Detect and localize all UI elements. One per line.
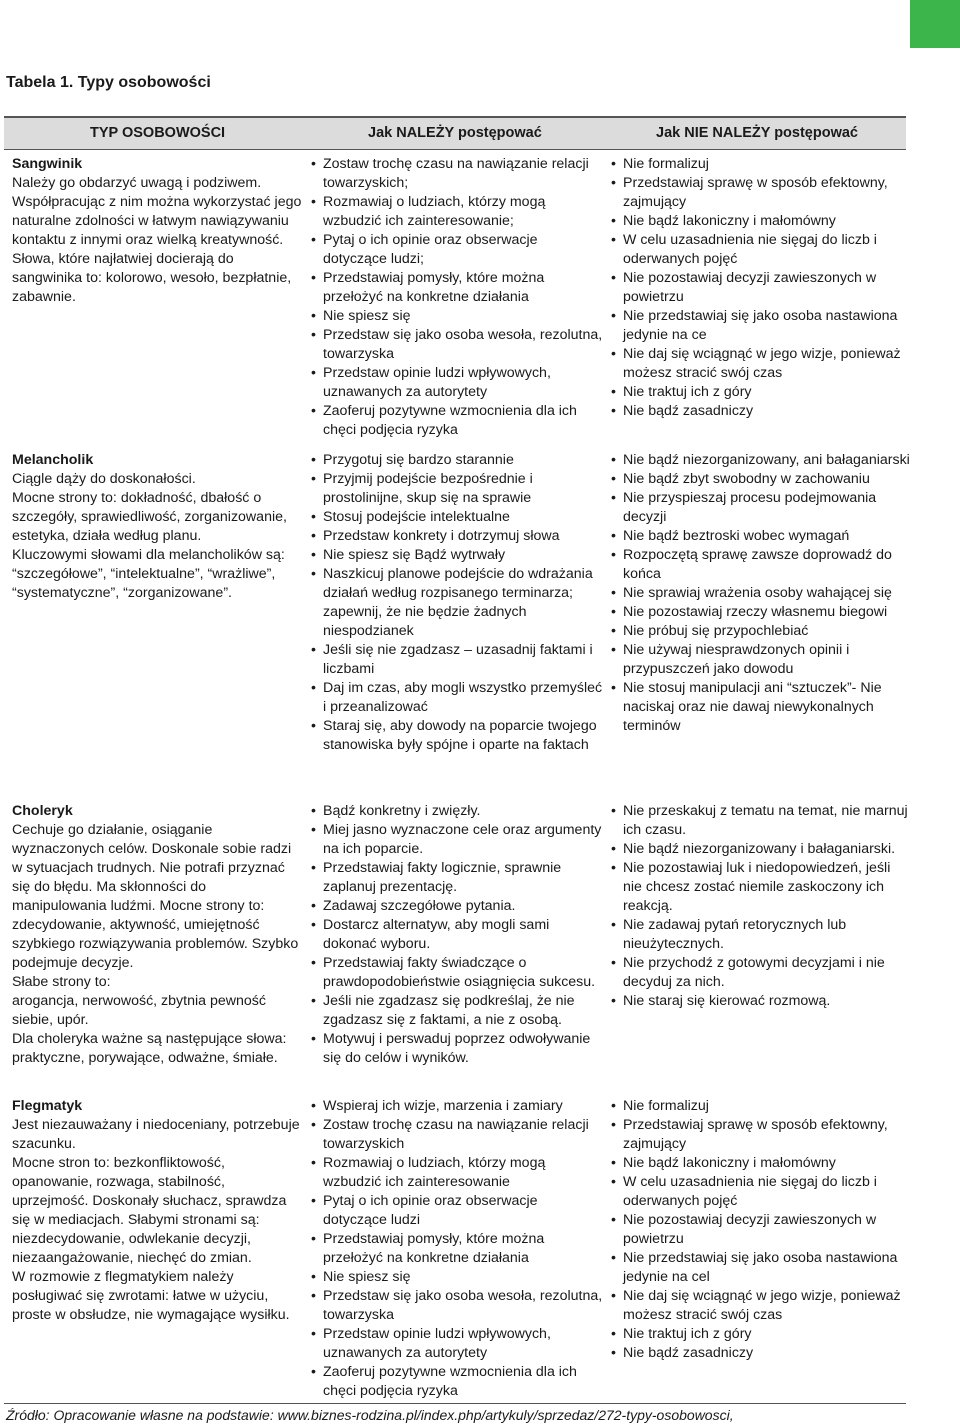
do-item: • Jeśli się nie zgadzasz – uzasadnij faktami i liczbami	[311, 641, 603, 679]
do-item: • Przedstaw się jako osoba wesoła, rezolutna, towarzyska	[311, 326, 603, 364]
type-desc: Mocne strony to: dokładność, dbałość o szczegóły, sprawiedliwość, zorganizowanie, estetyka, działa według planu.	[12, 490, 287, 544]
dont-item: • Nie bądź niezorganizowany, ani bałaganiarski	[611, 451, 911, 470]
dont-item: • Nie bądź lakoniczny i małomówny	[611, 1154, 911, 1173]
dont-item: • Nie przyspieszaj procesu podejmowania decyzji	[611, 489, 911, 527]
dont-item: • Nie bądź lakoniczny i małomówny	[611, 212, 911, 231]
type-cell	[12, 802, 302, 1068]
do-item: • Przedstawiaj pomysły, które można przełożyć na konkretne działania	[311, 269, 603, 307]
type-desc: Ciągle dąży do doskonałości.	[12, 471, 196, 487]
source-note: Źródło: Opracowanie własne na podstawie: www.biznes-rodzina.pl/index.php/artykuly/sprzedaz/272-typy-osobowosci,	[6, 1407, 734, 1423]
dont-item: • Nie pozostawiaj luk i niedopowiedzeń, jeśli nie chcesz zostać niemile zaskoczony ich reakcją.	[611, 859, 911, 916]
do-item: • Miej jasno wyznaczone cele oraz argumenty na ich poparcie.	[311, 821, 603, 859]
type-cell	[12, 1097, 302, 1325]
do-item: • Motywuj i perswaduj poprzez odwoływanie się do celów i wyników.	[311, 1030, 603, 1068]
dont-item: • W celu uzasadnienia nie sięgaj do liczb i oderwanych pojęć	[611, 231, 911, 269]
dont-list	[611, 451, 911, 736]
do-item: • Przedstawiaj fakty logicznie, sprawnie zaplanuj prezentację.	[311, 859, 603, 897]
dont-item: • W celu uzasadnienia nie sięgaj do liczb i oderwanych pojęć	[611, 1173, 911, 1211]
do-item: • Rozmawiaj o ludziach, którzy mogą wzbudzić ich zainteresowanie	[311, 1154, 603, 1192]
type-name: Choleryk	[12, 803, 73, 819]
do-item: • Nie spiesz się Bądź wytrwały	[311, 546, 603, 565]
do-list	[311, 155, 603, 440]
type-desc: Cechuje go działanie, osiąganie wyznaczonych celów. Doskonale sobie radzi w sytuacjach trudnych. Nie potrafi przyznać się do błędu. Ma skłonności do manipulowania ludźmi. Mocne strony to: zdecydowanie, aktywność, umiejętność szybkiego rozwiązywania problemów. Szybko podejmuje decyzje.	[12, 822, 299, 971]
dont-item: • Nie przedstawiaj się jako osoba nastawiona jedynie na cel	[611, 1249, 911, 1287]
do-item: • Bądź konkretny i zwięzły.	[311, 802, 603, 821]
type-name: Melancholik	[12, 452, 94, 468]
table-header	[4, 118, 906, 149]
do-item: • Pytaj o ich opinie oraz obserwacje dotyczące ludzi;	[311, 231, 603, 269]
do-item: • Przedstaw się jako osoba wesoła, rezolutna, towarzyska	[311, 1287, 603, 1325]
do-item: • Przedstaw opinie ludzi wpływowych, uznawanych za autorytety	[311, 364, 603, 402]
dont-list	[611, 802, 911, 1011]
do-item: • Przyjmij podejście bezpośrednie i prostolinijne, skup się na sprawie	[311, 470, 603, 508]
do-item: • Przedstawiaj fakty świadczące o prawdopodobieństwie osiągnięcia sukcesu.	[311, 954, 603, 992]
type-desc: arogancja, nerwowość, zbytnia pewność siebie, upór.	[12, 993, 266, 1028]
do-item: • Daj im czas, aby mogli wszystko przemyśleć i przeanalizować	[311, 679, 603, 717]
type-desc: Kluczowymi słowami dla melancholików są: “szczegółowe”, “intelektualne”, “wrażliwe”, “systematyczne”, “zorganizowane”.	[12, 547, 285, 601]
type-desc: Dla choleryka ważne są następujące słowa: praktyczne, porywające, odważne, śmiałe.	[12, 1031, 287, 1066]
source-rule	[4, 1403, 906, 1404]
do-item: • Zadawaj szczegółowe pytania.	[311, 897, 603, 916]
do-item: • Przedstaw opinie ludzi wpływowych, uznawanych za autorytety	[311, 1325, 603, 1363]
do-item: • Pytaj o ich opinie oraz obserwacje dotyczące ludzi	[311, 1192, 603, 1230]
header-type: TYP OSOBOWOŚCI	[90, 125, 226, 141]
dont-item: • Nie formalizuj	[611, 1097, 911, 1116]
do-item: • Przedstaw konkrety i dotrzymuj słowa	[311, 527, 603, 546]
do-list	[311, 451, 603, 755]
type-desc: Słabe strony to:	[12, 974, 111, 990]
header-bottom-rule	[4, 149, 906, 150]
dont-item: • Przedstawiaj sprawę w sposób efektowny, zajmujący	[611, 1116, 911, 1154]
do-item: • Stosuj podejście intelektualne	[311, 508, 603, 527]
type-desc: W rozmowie z flegmatykiem należy posługiwać się zwrotami: łatwe w użyciu, proste w obsłudze, nie wymagające wysiłku.	[12, 1269, 290, 1323]
type-desc: Należy go obdarzyć uwagą i podziwem.	[12, 175, 262, 191]
do-item: • Wspieraj ich wizje, marzenia i zamiary	[311, 1097, 603, 1116]
dont-item: • Nie bądź zbyt swobodny w zachowaniu	[611, 470, 911, 489]
do-item: • Zostaw trochę czasu na nawiązanie relacji towarzyskich	[311, 1116, 603, 1154]
type-desc: Jest niezauważany i niedoceniany, potrzebuje szacunku.	[12, 1117, 300, 1152]
type-name: Flegmatyk	[12, 1098, 83, 1114]
dont-list	[611, 1097, 911, 1363]
do-item: • Naszkicuj planowe podejście do wdrażania działań według rozpisanego terminarza; zapewnij, że nie będzie żadnych niespodzianek	[311, 565, 603, 641]
dont-item: • Nie pozostawiaj decyzji zawieszonych w powietrzu	[611, 269, 911, 307]
dont-item: • Nie przychodź z gotowymi decyzjami i nie decyduj za nich.	[611, 954, 911, 992]
dont-item: • Nie stosuj manipulacji ani “sztuczek”- Nie naciskaj oraz nie dawaj niewykonalnych terminów	[611, 679, 911, 736]
do-item: • Jeśli nie zgadzasz się podkreślaj, że nie zgadzasz się z faktami, a nie z osobą.	[311, 992, 603, 1030]
dont-item: • Nie pozostawiaj rzeczy własnemu biegowi	[611, 603, 911, 622]
do-list	[311, 802, 603, 1068]
type-desc: Współpracując z nim można wykorzystać jego naturalne zdolności w łatwym nawiązywaniu kontaktu z innymi oraz wielką kreatywność.	[12, 194, 302, 248]
dont-item: • Nie bądź zasadniczy	[611, 1344, 911, 1363]
dont-item: • Nie przeskakuj z tematu na temat, nie marnuj ich czasu.	[611, 802, 911, 840]
do-item: • Przygotuj się bardzo starannie	[311, 451, 603, 470]
type-cell	[12, 451, 302, 603]
table-title: Tabela 1. Typy osobowości	[6, 74, 211, 91]
dont-item: • Nie bądź zasadniczy	[611, 402, 911, 421]
header-dont: Jak NIE NALEŻY postępować	[656, 125, 858, 141]
dont-item: • Nie pozostawiaj decyzji zawieszonych w powietrzu	[611, 1211, 911, 1249]
dont-item: • Nie przedstawiaj się jako osoba nastawiona jedynie na ce	[611, 307, 911, 345]
dont-item: • Nie staraj się kierować rozmową.	[611, 992, 911, 1011]
dont-item: • Nie traktuj ich z góry	[611, 383, 911, 402]
do-item: • Zaoferuj pozytywne wzmocnienia dla ich chęci podjęcia ryzyka	[311, 402, 603, 440]
do-item: • Nie spiesz się	[311, 307, 603, 326]
do-item: • Staraj się, aby dowody na poparcie twojego stanowiska były spójne i oparte na faktach	[311, 717, 603, 755]
do-item: • Przedstawiaj pomysły, które można przełożyć na konkretne działania	[311, 1230, 603, 1268]
do-item: • Rozmawiaj o ludziach, którzy mogą wzbudzić ich zainteresowanie;	[311, 193, 603, 231]
header-do: Jak NALEŻY postępować	[368, 125, 542, 141]
dont-item: • Rozpoczętą sprawę zawsze doprowadź do końca	[611, 546, 911, 584]
dont-item: • Nie formalizuj	[611, 155, 911, 174]
do-item: • Nie spiesz się	[311, 1268, 603, 1287]
dont-item: • Nie daj się wciągnąć w jego wizje, ponieważ możesz stracić swój czas	[611, 345, 911, 383]
do-item: • Dostarcz alternatyw, aby mogli sami dokonać wyboru.	[311, 916, 603, 954]
do-item: • Zaoferuj pozytywne wzmocnienia dla ich chęci podjęcia ryzyka	[311, 1363, 603, 1401]
type-name: Sangwinik	[12, 156, 83, 172]
type-cell	[12, 155, 302, 307]
dont-item: • Przedstawiaj sprawę w sposób efektowny, zajmujący	[611, 174, 911, 212]
dont-item: • Nie sprawiaj wrażenia osoby wahającej się	[611, 584, 911, 603]
dont-item: • Nie zadawaj pytań retorycznych lub nieużytecznych.	[611, 916, 911, 954]
type-desc: Słowa, które najłatwiej docierają do sangwinika to: kolorowo, wesoło, bezpłatnie, zabawnie.	[12, 251, 292, 305]
green-corner-tab	[910, 0, 960, 48]
do-list	[311, 1097, 603, 1401]
dont-item: • Nie używaj niesprawdzonych opinii i przypuszczeń jako dowodu	[611, 641, 911, 679]
dont-item: • Nie daj się wciągnąć w jego wizje, ponieważ możesz stracić swój czas	[611, 1287, 911, 1325]
dont-item: • Nie traktuj ich z góry	[611, 1325, 911, 1344]
dont-item: • Nie bądź niezorganizowany i bałaganiarski.	[611, 840, 911, 859]
type-desc: Mocne stron to: bezkonfliktowość, opanowanie, rozwaga, stabilność, uprzejmość. Doskonały słuchacz, sprawdza się w mediacjach. Słabymi stronami są: niezdecydowanie, odwlekanie decyzji, niezaangażowanie, niechęć do zmian.	[12, 1155, 287, 1266]
dont-item: • Nie bądź beztroski wobec wymagań	[611, 527, 911, 546]
dont-item: • Nie próbuj się przypochlebiać	[611, 622, 911, 641]
do-item: • Zostaw trochę czasu na nawiązanie relacji towarzyskich;	[311, 155, 603, 193]
dont-list	[611, 155, 911, 421]
